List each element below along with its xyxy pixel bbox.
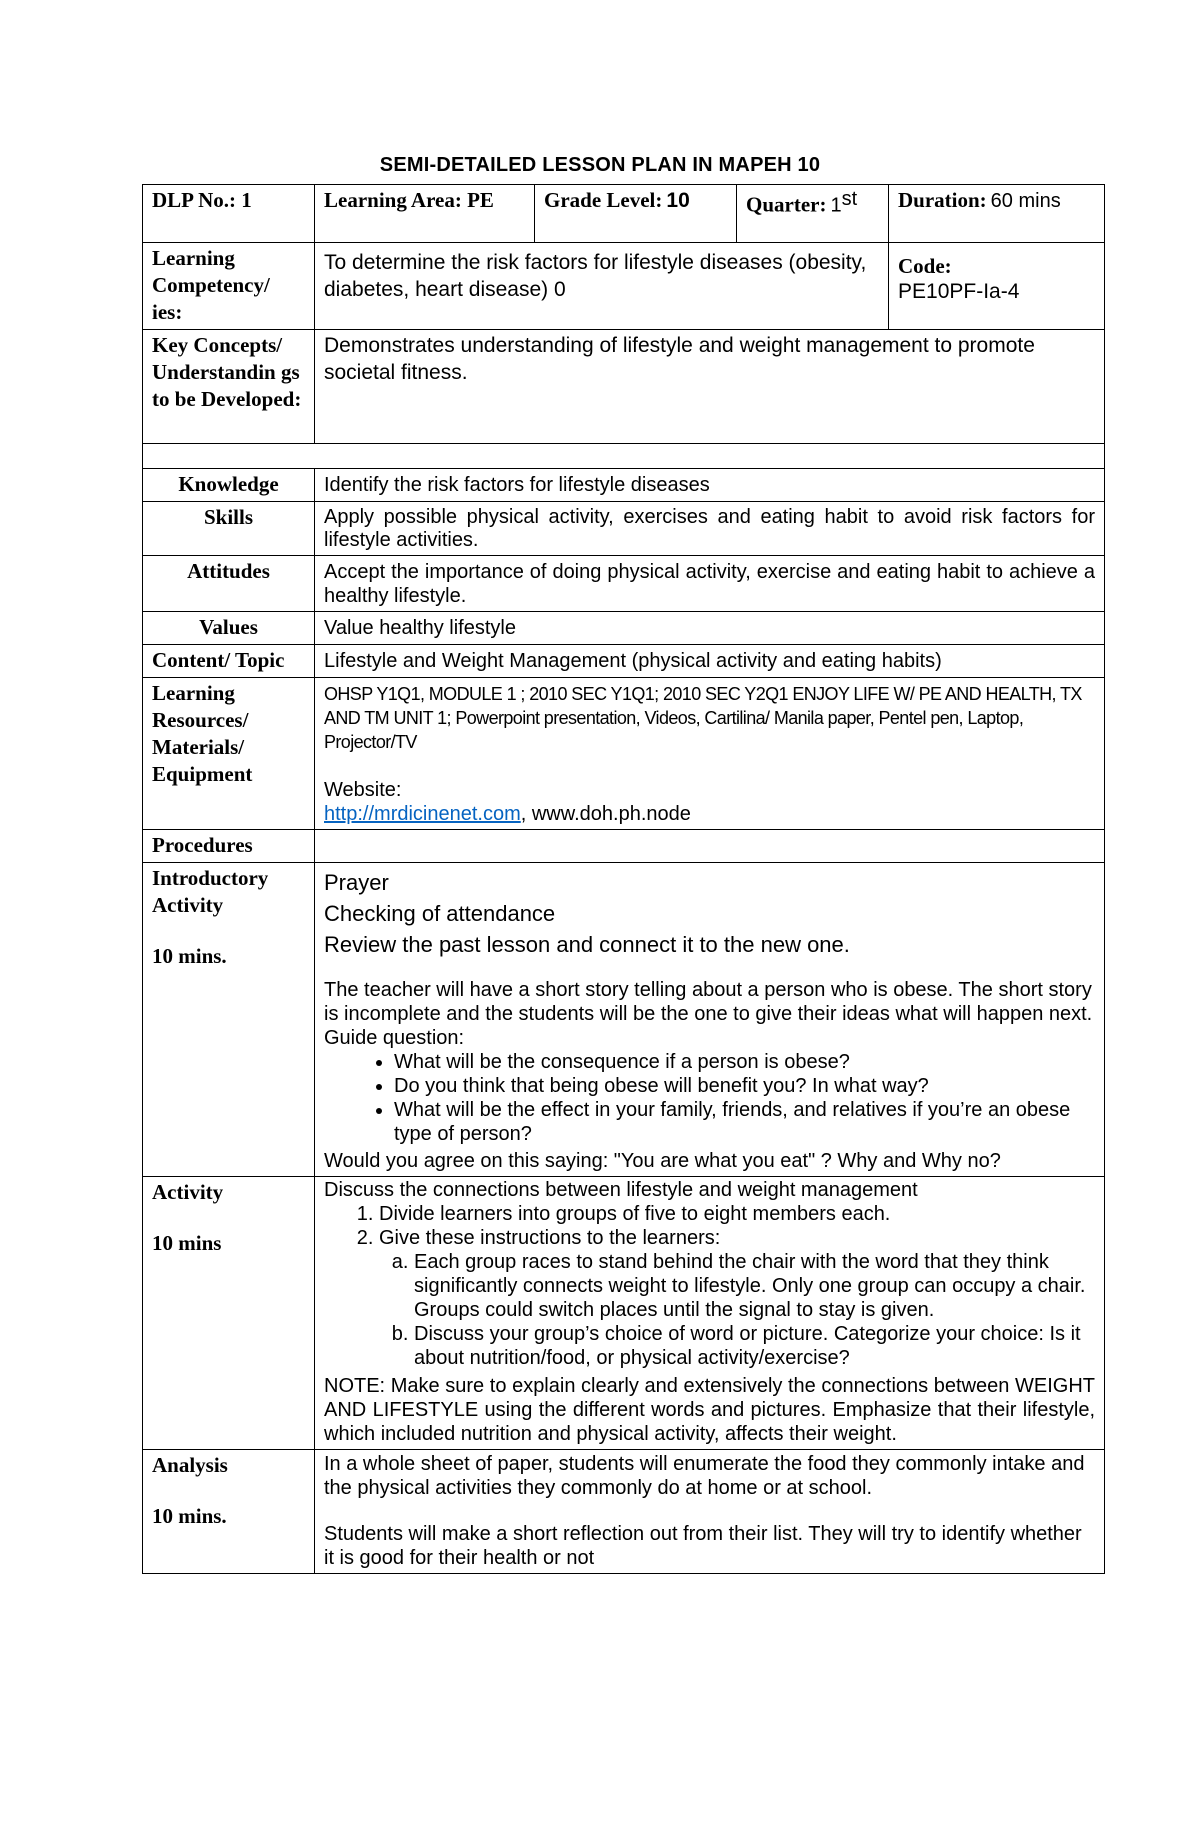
website-other: , www.doh.ph.node (520, 803, 691, 825)
objective-text: Apply possible physical activity, exercises and eating habit to avoid risk factors for lifestyle activities. (315, 502, 1105, 556)
analysis-paragraph: Students will make a short reflection out from their list. They will try to identify whether it is good for their health or not (324, 1523, 1082, 1569)
lesson-plan-table (142, 184, 1105, 1574)
quarter (737, 185, 889, 243)
intro-row (143, 863, 1105, 1177)
activity-label: Activity (152, 1180, 224, 1204)
objective-row (143, 469, 1105, 502)
objective-label: Values (143, 612, 315, 645)
objective-row (143, 502, 1105, 556)
duration (889, 185, 1105, 243)
document-title: SEMI-DETAILED LESSON PLAN IN MAPEH 10 (379, 154, 821, 176)
content-text: Lifestyle and Weight Management (physical activity and eating habits) (315, 645, 1105, 678)
objective-label: Knowledge (143, 469, 315, 502)
guide-question-label: Guide question: (324, 1027, 465, 1049)
activity-row (143, 1177, 1105, 1450)
dlp-number: DLP No.: 1 (143, 185, 315, 243)
competency-row (143, 243, 1105, 330)
quarter-label: Quarter: (746, 192, 827, 217)
resources-label: Learning Resources/ Materials/ Equipment (143, 678, 315, 830)
list-item: a. Each group races to stand behind the chair with the word that they think significantly connects weight to lifestyle. Only one group can occupy a chair. Groups could switch places until the signal to stay is given. (414, 1250, 1095, 1322)
analysis-time: 10 mins. (152, 1504, 227, 1528)
intro-label: Introductory Activity (152, 866, 269, 917)
intro-label-cell (143, 863, 315, 1177)
analysis-row (143, 1450, 1105, 1574)
analysis-paragraph: In a whole sheet of paper, students will enumerate the food they commonly intake and the physical activities they commonly do at home or at school. (324, 1453, 1085, 1499)
resources-text: OHSP Y1Q1, MODULE 1 ; 2010 SEC Y1Q1; 2010 SEC Y2Q1 ENJOY LIFE W/ PE AND HEALTH, TX AND TM UNIT 1; Powerpoint presentation, Videos, Cartilina/ Manila paper, Pentel pen, Laptop, Projector/TV (324, 684, 1082, 752)
competency-text: To determine the risk factors for lifestyle diseases (obesity, diabetes, heart disease) 0 (315, 243, 889, 330)
objective-text: Identify the risk factors for lifestyle diseases (315, 469, 1105, 502)
activity-intro: Discuss the connections between lifestyle and weight management (324, 1179, 918, 1201)
content-row (143, 645, 1105, 678)
activity-time: 10 mins (152, 1231, 222, 1255)
analysis-content (315, 1450, 1105, 1574)
objective-label: Skills (143, 502, 315, 556)
website-label: Website: (324, 779, 402, 801)
activity-label-cell (143, 1177, 315, 1450)
quarter-suffix: st (841, 188, 858, 210)
key-concepts-row (143, 330, 1105, 444)
objective-text: Value healthy lifestyle (315, 612, 1105, 645)
resources-row (143, 678, 1105, 830)
code-value: PE10PF-Ia-4 (898, 280, 1020, 303)
activity-steps (324, 1202, 1095, 1370)
duration-value: 60 mins (990, 190, 1061, 212)
list-item: • What will be the consequence if a person is obese? (394, 1050, 1095, 1074)
analysis-label: Analysis (152, 1453, 228, 1477)
list-item: b. Discuss your group’s choice of word or picture. Categorize your choice: Is it about nutrition/food, or physical activity/exercise? (414, 1322, 1095, 1370)
intro-story: The teacher will have a short story telling about a person who is obese. The short story is incomplete and the students will be the one to give their ideas what will happen next. (324, 979, 1093, 1025)
spacer-row (143, 444, 1105, 469)
website-link[interactable]: http://mrdicinenet.com (324, 803, 521, 825)
list-item: • Do you think that being obese will benefit you? In what way? (394, 1074, 1095, 1098)
grade-level-value: 10 (666, 189, 690, 212)
activity-substeps (379, 1250, 1095, 1370)
analysis-label-cell (143, 1450, 315, 1574)
intro-content (315, 863, 1105, 1177)
content-label: Content/ Topic (143, 645, 315, 678)
guide-question-list (324, 1050, 1095, 1146)
intro-line: Review the past lesson and connect it to the new one. (324, 932, 850, 957)
intro-closing: Would you agree on this saying: "You are what you eat" ? Why and Why no? (324, 1150, 1001, 1172)
list-item: • What will be the effect in your family, friends, and relatives if you’re an obese type of person? (394, 1098, 1095, 1146)
list-item: 1. Divide learners into groups of five to eight members each. (379, 1202, 1095, 1226)
activity-content (315, 1177, 1105, 1450)
objective-row (143, 556, 1105, 612)
activity-note: NOTE: Make sure to explain clearly and extensively the connections between WEIGHT AND LIFESTYLE using the different words and pictures. Emphasize that their lifestyle, which included nutrition and physical activity, affects their weight. (324, 1375, 1095, 1445)
intro-line: Prayer (324, 870, 389, 895)
intro-line: Checking of attendance (324, 901, 556, 926)
key-concepts-label: Key Concepts/ Understandin gs to be Developed: (143, 330, 315, 444)
procedures-label: Procedures (143, 830, 315, 863)
key-concepts-text: Demonstrates understanding of lifestyle and weight management to promote societal fitness. (315, 330, 1105, 444)
procedures-row (143, 830, 1105, 863)
objective-row (143, 612, 1105, 645)
objective-label: Attitudes (143, 556, 315, 612)
competency-label: Learning Competency/ ies: (143, 243, 315, 330)
resources-cell (315, 678, 1105, 830)
list-item-text: Give these instructions to the learners: (379, 1227, 721, 1249)
code-label: Code: (898, 254, 952, 278)
intro-time: 10 mins. (152, 944, 227, 968)
duration-label: Duration: (898, 188, 987, 212)
list-item (379, 1226, 1095, 1370)
code-cell (889, 243, 1105, 330)
grade-level (535, 185, 737, 243)
quarter-value: 1 (830, 194, 842, 217)
learning-area: Learning Area: PE (315, 185, 535, 243)
objective-text: Accept the importance of doing physical activity, exercise and eating habit to achieve a healthy lifestyle. (315, 556, 1105, 612)
grade-level-label: Grade Level: (544, 188, 663, 212)
header-row (143, 185, 1105, 243)
